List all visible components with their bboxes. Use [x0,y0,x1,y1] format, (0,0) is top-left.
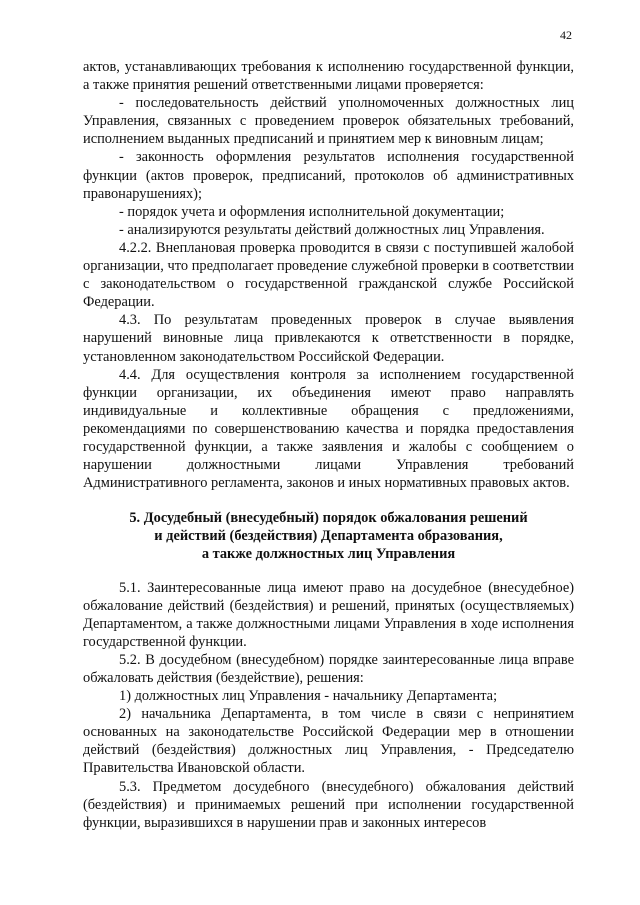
page-number: 42 [560,28,572,42]
paragraph: 4.4. Для осуществления контроля за исполнением государственной функции организации, их объединения имеют право направлять индивидуальные и коллективные обращения с предложениями, рекомендациями по совершенствованию качества и порядка предоставления государственной функции, а также заявления и жалобы с сообщением о нарушении должностными лицами Управления требований Административного регламента, законов и иных нормативных правовых актов. [83,366,574,492]
paragraph: - анализируются результаты действий должностных лиц Управления. [119,221,545,238]
paragraph: 5.1. Заинтересованные лица имеют право на досудебное (внесудебное) обжалование действий (бездействия) и решений, принятых (осуществляемых) Департаментом, а также должностными лицами Управления в ходе исполнения государственной функции. [83,579,574,650]
paragraph: актов, устанавливающих требования к исполнению государственной функции, а также принятия решений ответственными лицами проверяется: [83,59,574,94]
section-title-line: а также должностных лиц Управления [201,546,456,563]
paragraph: 2) начальника Департамента, в том числе в связи с непринятием основанных на законодательстве Российской Федерации мер в отношении действий (бездействия) должностных лиц Управления, - Председателю Правительства Ивановской области. [83,706,574,777]
section-5-title [83,509,574,563]
paragraph: - последовательность действий уполномоченных должностных лиц Управления, связанных с проведением проверок обязательных требований, исполнением выданных предписаний и принятием мер к виновным лицам; [83,95,574,148]
document-body [83,58,574,832]
paragraph: 5.2. В досудебном (внесудебном) порядке заинтересованные лица вправе обжаловать действия (бездействие), решения: [83,651,574,686]
paragraphs-before-section [83,58,574,492]
paragraph: 4.2.2. Внеплановая проверка проводится в связи с поступившей жалобой организации, что предполагает проведение служебной проверки в соответствии с законодательством о государственной гражданской службе Российской Федерации. [83,239,574,311]
paragraphs-after-section [83,579,574,832]
paragraph: 5.3. Предметом досудебного (внесудебного) обжалования действий (бездействия) и принимаемых решений при исполнении государственной функции, выразившихся в нарушении прав и законных интересов [83,778,574,831]
paragraph: - порядок учета и оформления исполнительной документации; [119,203,505,220]
paragraph: 1) должностных лиц Управления - начальнику Департамента; [119,688,498,705]
section-title-line: 5. Досудебный (внесудебный) порядок обжалования решений [129,510,528,527]
paragraph: - законность оформления результатов исполнения государственной функции (актов проверок, предписаний, протоколов об административных правонарушениях); [83,149,574,202]
section-title-line: и действий (бездействия) Департамента образования, [154,528,503,545]
paragraph: 4.3. По результатам проведенных проверок в случае выявления нарушений виновные лица привлекаются к ответственности в порядке, установленном законодательством Российской Федерации. [83,312,574,365]
